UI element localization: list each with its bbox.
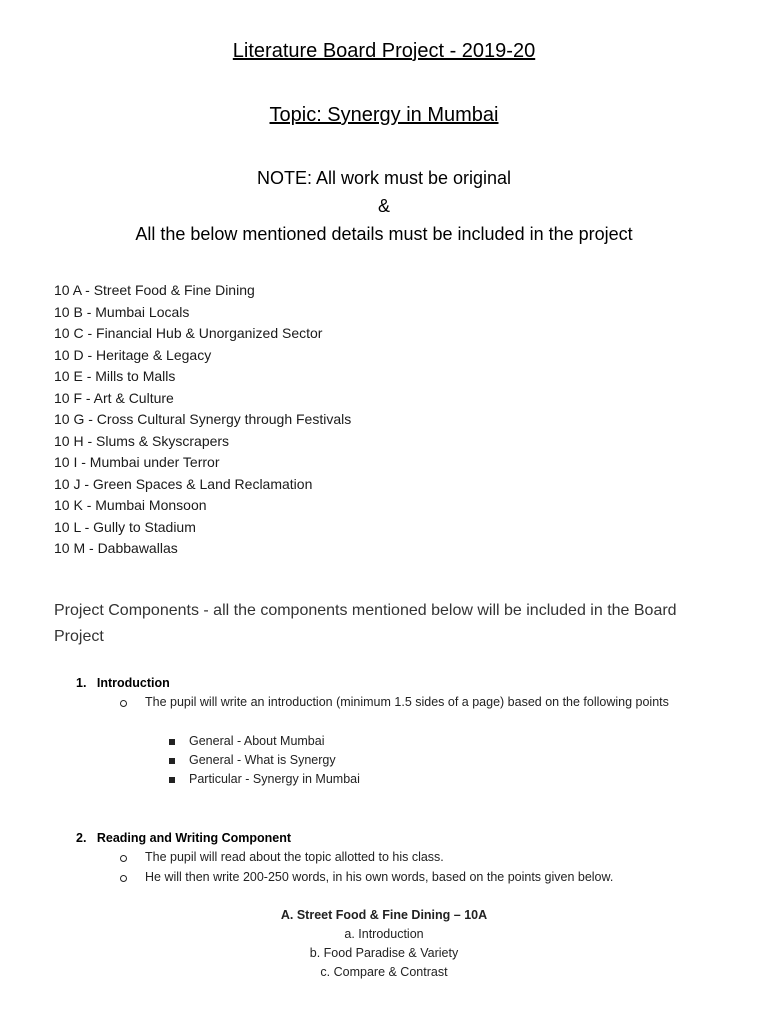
class-topic-item: 10 I - Mumbai under Terror	[54, 454, 220, 470]
sub-bullet-item	[189, 732, 325, 751]
section-reading-writing-heading	[76, 831, 291, 845]
hollow-bullet-icon	[120, 700, 127, 707]
class-topic-item: 10 M - Dabbawallas	[54, 540, 178, 556]
square-bullet-icon	[169, 777, 175, 783]
subsection-heading: A. Street Food & Fine Dining – 10A	[280, 908, 488, 922]
subsection-item: a. Introduction	[344, 927, 424, 941]
note-requirement: All the below mentioned details must be included in the project	[135, 224, 633, 244]
sub-bullet-text: General - What is Synergy	[189, 753, 336, 767]
class-topic-item: 10 L - Gully to Stadium	[54, 518, 196, 535]
topic-heading: Topic: Synergy in Mumbai	[269, 104, 499, 126]
hollow-bullet-icon	[120, 875, 127, 882]
sub-bullet-text: Particular - Synergy in Mumbai	[189, 772, 360, 786]
square-bullet-icon	[169, 739, 175, 745]
note-line: NOTE: All work must be original	[256, 168, 512, 188]
sub-bullet-item	[189, 770, 360, 789]
document-title: Literature Board Project - 2019-20	[232, 40, 536, 62]
sub-bullet-text: General - About Mumbai	[189, 734, 325, 748]
bullet-item	[145, 693, 695, 712]
hollow-bullet-icon	[120, 855, 127, 862]
class-topic-item: 10 B - Mumbai Locals	[54, 303, 190, 320]
note-ampersand: &	[377, 196, 390, 216]
section-title: Reading and Writing Component	[96, 831, 292, 845]
section-introduction-heading	[76, 676, 170, 690]
section-number: 2.	[76, 831, 87, 845]
class-topic-item: 10 F - Art & Culture	[54, 389, 174, 406]
bullet-text: He will then write 200-250 words, in his own words, based on the points given below.	[145, 870, 614, 884]
class-topic-item: 10 J - Green Spaces & Land Reclamation	[54, 475, 313, 492]
bullet-text: The pupil will read about the topic allotted to his class.	[145, 850, 444, 864]
class-topic-item: 10 A - Street Food & Fine Dining	[54, 282, 255, 298]
bullet-text: The pupil will write an introduction (minimum 1.5 sides of a page) based on the following points	[145, 695, 669, 709]
subsection-item: c. Compare & Contrast	[320, 965, 448, 979]
class-topic-item: 10 E - Mills to Malls	[54, 368, 176, 384]
sub-bullet-item	[189, 751, 336, 770]
class-topic-item: 10 C - Financial Hub & Unorganized Sector	[54, 325, 323, 341]
class-topic-item: 10 G - Cross Cultural Synergy through Festivals	[54, 411, 352, 427]
subsection-item: b. Food Paradise & Variety	[309, 946, 459, 960]
class-topic-item: 10 K - Mumbai Monsoon	[54, 497, 207, 513]
bullet-item	[145, 868, 705, 887]
project-components-intro: Project Components - all the components mentioned below will be included in the Board Project	[54, 602, 677, 645]
class-topic-item: 10 H - Slums & Skyscrapers	[54, 432, 230, 449]
section-title: Introduction	[96, 676, 170, 690]
section-number: 1.	[76, 676, 87, 690]
class-topic-item: 10 D - Heritage & Legacy	[54, 346, 212, 363]
bullet-item	[145, 848, 705, 867]
square-bullet-icon	[169, 758, 175, 764]
